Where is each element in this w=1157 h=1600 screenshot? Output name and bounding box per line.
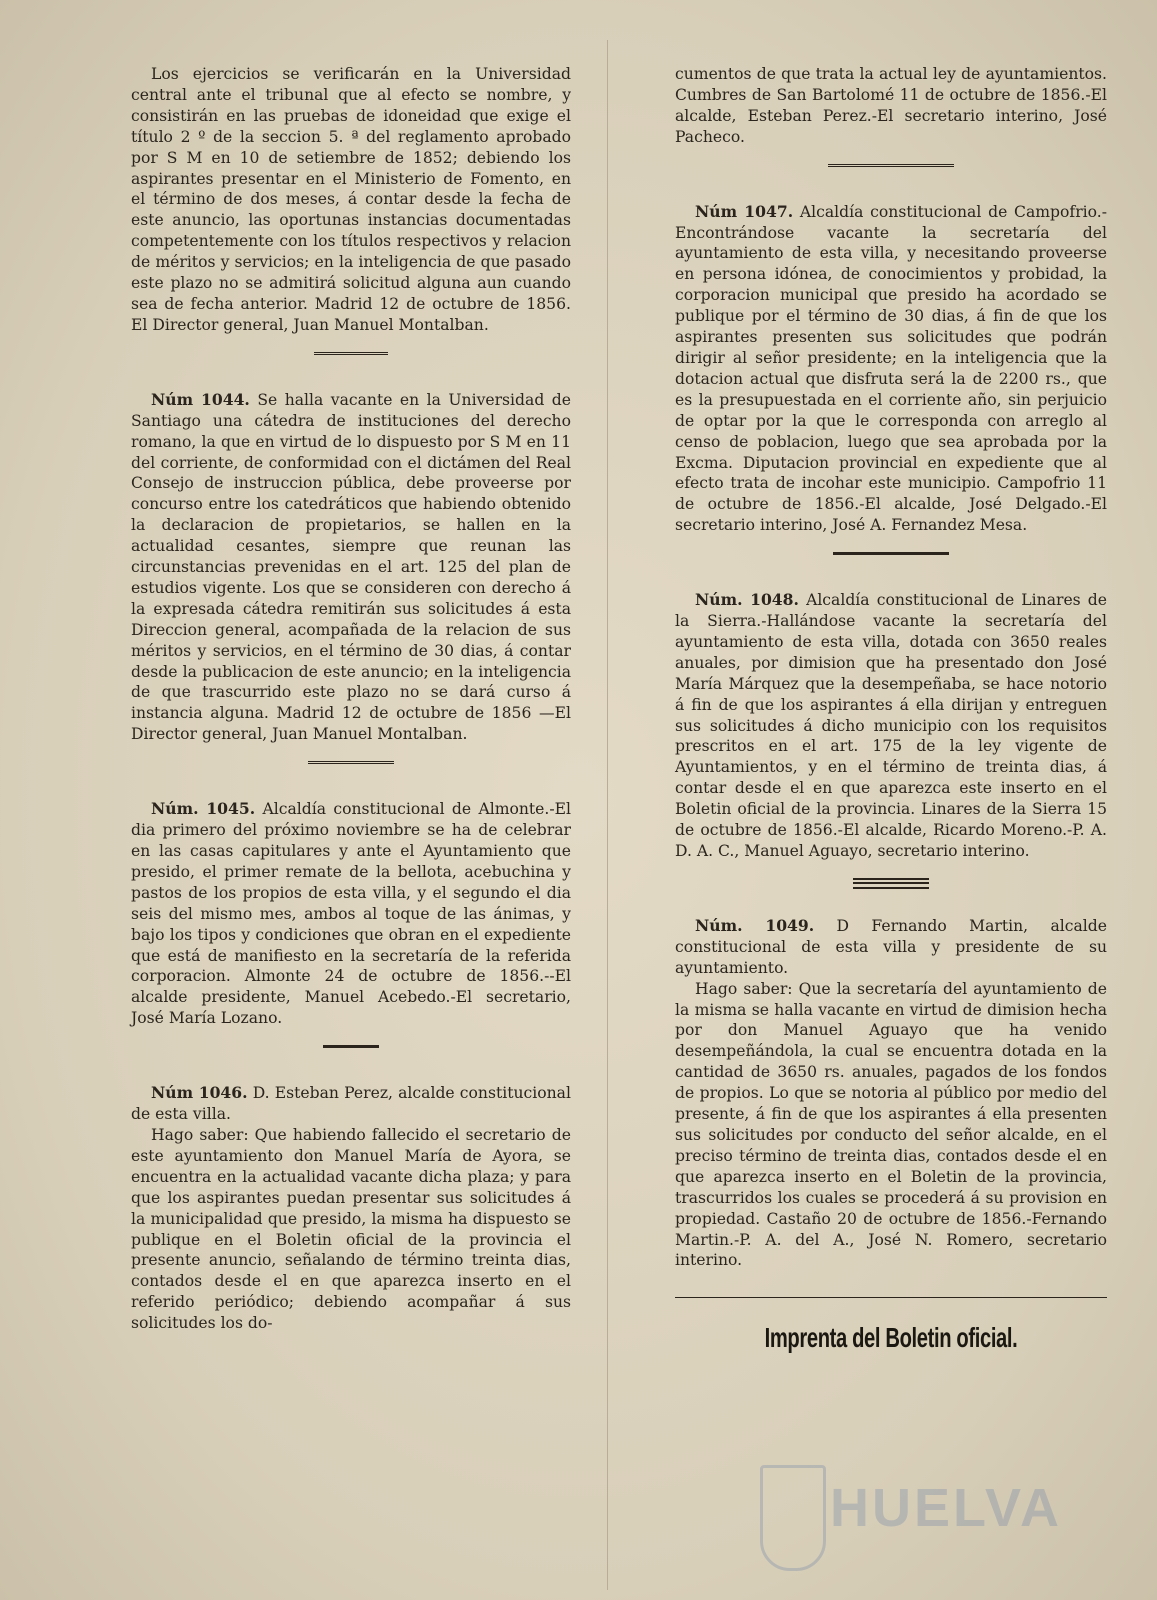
announcement-1045: [131, 799, 571, 1029]
announcement-continuation: cumentos de que trata la actual ley de ayuntamientos. Cumbres de San Bartolomé 11 de octubre de 1856.-El alcalde, Esteban Perez.-El secretario interino, José Pacheco.: [675, 65, 1107, 146]
announcement-text: Alcaldía constitucional de Almonte.-El dia primero del próximo noviembre se ha de celebrar en las casas capitulares y ante el Ayuntamiento que presido, el primer remate de la bellota, acebuchina y pastos de los propios de esta villa, y el segundo el dia seis del mismo mes, ambos al toque de las ánimas, y bajo los tipos y condiciones que obran en el expediente que está de manifiesto en la secretaría de la referida corporacion. Almonte 24 de octubre de 1856.--El alcalde presidente, Manuel Acebedo.-El secretario, José María Lozano.: [131, 800, 571, 1028]
announcement-number: Núm 1046.: [151, 1083, 248, 1103]
announcement-1044: [131, 390, 571, 745]
announcement-1048: [675, 590, 1107, 862]
separator: [131, 761, 571, 781]
announcement-text: Hago saber: Que la secretaría del ayuntamiento de la misma se halla vacante en virtud de dimision hecha por don Manuel Aguayo que ha venido desempeñándola, la cual se encuentra dotada en la cantidad de 3650 rs. anuales, pagados de los fondos de propios. Lo que se notoria al público por medio del presente, á fin de que los aspirantes á ella presenten sus solicitudes por conducto del señor alcalde, en el preciso término de treinta dias, contados desde el en que aparezca inserto en el Boletin de la provincia, trascurridos los cuales se procederá á su provision en propiedad. Castaño 20 de octubre de 1856.-Fernando Martin.-P. A. del A., José N. Romero, secretario interino.: [675, 979, 1107, 1270]
printer-imprint: Imprenta del Boletin oficial.: [764, 1322, 1018, 1354]
archive-watermark: [760, 1465, 1060, 1575]
separator: [675, 878, 1107, 898]
announcement-text: Hago saber: Que habiendo fallecido el secretario de este ayuntamiento don Manuel María de Ayora, se encuentra en la actualidad vacante dicha plaza; y para que los aspirantes puedan presentar sus solicitudes á la municipalidad que presido, la misma ha dispuesto se publique en el Boletin oficial de la provincia el presente anuncio, señalando de término treinta dias, contados desde el en que aparezca inserto en el referido periódico; debiendo acompañar á sus solicitudes los do-: [131, 1125, 571, 1333]
column-divider: [607, 40, 608, 1590]
announcement-heading: D Fernando Martin, alcalde constitucional de esta villa y presidente de su ayuntamiento.: [675, 916, 1107, 977]
announcement-text: Se halla vacante en la Universidad de Santiago una cátedra de instituciones del derecho romano, la que en virtud de lo dispuesto por S M en 11 del corriente, de conformidad con el dictámen del Real Consejo de instruccion pública, debe proveerse por concurso entre los catedráticos que habiendo obtenido la declaracion de propietarios, se hallen en la actualidad cesantes, siempre que reunan las circunstancias prevenidas en el art. 125 del plan de estudios vigente. Los que se consideren con derecho á la expresada cátedra remitirán sus solicitudes á esta Direccion general, acompañada de la relacion de sus méritos y servicios, en el término de 30 dias, á contar desde la publicacion de este anuncio; en la inteligencia de que trascurrido este plazo no se dará curso á instancia alguna. Madrid 12 de octubre de 1856 —El Director general, Juan Manuel Montalban.: [131, 390, 571, 744]
separator: [675, 552, 1107, 572]
announcement-heading: D. Esteban Perez, alcalde constitucional de esta villa.: [131, 1084, 571, 1124]
final-rule: [675, 1297, 1107, 1298]
coat-of-arms-icon: [760, 1465, 826, 1571]
announcement-1049: [675, 916, 1107, 979]
announcement-text: Alcaldía constitucional de Linares de la Sierra.-Hallándose vacante la secretaría del ayuntamiento de esta villa, dotada con 3650 reales anuales, por dimision que ha presentado don José María Márquez que la desempeñaba, se hace notorio á fin de que los aspirantes á ella dirijan y entreguen sus solicitudes á dicho municipio con los requisitos prescritos en el art. 175 de la ley vigente de Ayuntamientos, y en el término de treinta dias, á contar desde el en que aparezca este inserto en el Boletin oficial de la provincia. Linares de la Sierra 15 de octubre de 1856.-El alcalde, Ricardo Moreno.-P. A. D. A. C., Manuel Aguayo, secretario interino.: [675, 591, 1107, 860]
announcement-1046: [131, 1083, 571, 1125]
announcement-number: Núm 1044.: [151, 389, 250, 409]
announcement-1047: [675, 202, 1107, 537]
announcement-text: Alcaldía constitucional de Campofrio.-Encontrándose vacante la secretaría del ayuntamiento de esta villa, y necesitando proveerse en persona idónea, de conocimientos y probidad, la corporacion municipal que presido ha acordado se publique por el término de 30 dias, á fin de que los aspirantes presenten sus solicitudes que podrán dirigir al señor presidente; en la inteligencia que la dotacion actual que disfruta será la de 2200 rs., que es la presupuestada en el corriente año, sin perjuicio de optar por la que le corresponda con arreglo al censo de poblacion, luego que sea aprobada por la Excma. Diputacion provincial en expediente que al efecto trata de incohar este municipio. Campofrio 11 de octubre de 1856.-El alcalde, José Delgado.-El secretario interino, José A. Fernandez Mesa.: [675, 202, 1107, 535]
announcement-number: Núm. 1048.: [695, 590, 799, 610]
announcement-number: Núm 1047.: [695, 201, 794, 221]
separator: [131, 352, 571, 372]
watermark-text: HUELVA: [830, 1478, 1062, 1538]
left-column: [131, 64, 571, 1334]
right-column: [675, 64, 1107, 1354]
announcement-continuation: Los ejercicios se verificarán en la Universidad central ante el tribunal que al efecto se nombre, y consistirán en las pruebas de idoneidad que exige el título 2 º de la seccion 5. ª del reglamento aprobado por S M en 10 de setiembre de 1852; debiendo los aspirantes presentar en el Ministerio de Fomento, en el término de dos meses, á contar desde la fecha de este anuncio, las oportunas instancias documentadas competentemente con los títulos respectivos y relacion de méritos y servicios; en la inteligencia de que pasado este plazo no se admitirá solicitud alguna aun cuando sea de fecha anterior. Madrid 12 de octubre de 1856. El Director general, Juan Manuel Montalban.: [131, 65, 571, 334]
separator: [131, 1045, 571, 1065]
announcement-number: Núm. 1045.: [151, 799, 256, 819]
announcement-number: Núm. 1049.: [695, 915, 815, 935]
separator: [675, 164, 1107, 184]
